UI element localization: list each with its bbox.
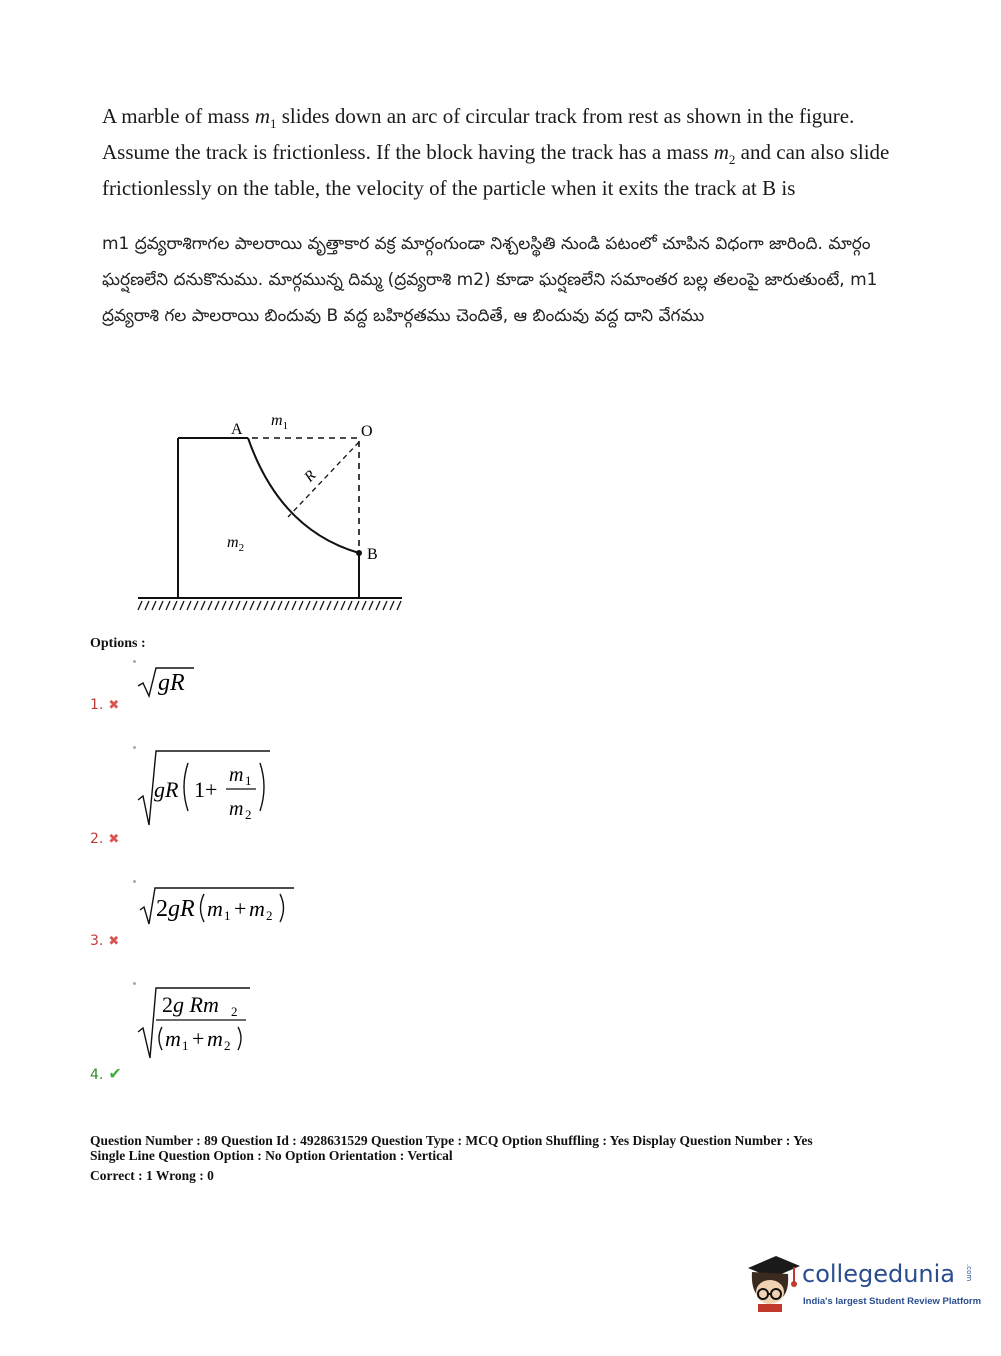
svg-text:m: m [229,764,244,786]
svg-text:2: 2 [266,908,273,923]
svg-text:+: + [192,1026,205,1051]
option-number: 3. [90,933,104,949]
option-2-number[interactable] [90,830,119,848]
svg-text:2gR: 2gR [156,896,195,922]
question-telugu: m1 ద్రవ్యరాశిగాగల పాలరాయి వృత్తాకార వక్ర మార్గంగుండా నిశ్చలస్థితి నుండి పటంలో చూపిన విధంగా జారింది. మార్గం ఘర్షణలేని దనుకొనుము. మార్గమున్న దిమ్మ (ద్రవ్యరాశి m2) కూడా ఘర్షణలేని సమాంతర బల్ల తలంపై జారుతుంటే, m1 ద్రవ్యరాశి గల పాలరాయి బిందువు B వద్ద బహిర్గతము చెందితే, ఆ బిందువు వద్ద దాని వేగము [102,234,878,326]
svg-text:gR: gR [154,777,179,802]
option-4-formula[interactable] [134,982,259,1062]
logo-name: collegedunia [802,1260,956,1288]
cross-icon: ✖ [108,933,120,948]
svg-text:1: 1 [224,908,231,923]
option-1-formula[interactable] [134,660,204,700]
collegedunia-logo[interactable] [742,1250,982,1315]
svg-text:1: 1 [182,1038,189,1053]
meta-line-2: Single Line Question Option : No Option Orientation : Vertical [90,1148,453,1163]
point-B-dot [356,550,362,556]
cross-icon: ✖ [108,831,120,846]
option-number: 4. [90,1067,104,1083]
option-number: 1. [90,697,104,713]
meta-line-1: Question Number : 89 Question Id : 4928631529 Question Type : MCQ Option Shuffling : Yes Display Question Number : Yes [90,1133,813,1148]
option-3-number[interactable] [90,932,119,950]
svg-text:+: + [234,896,247,921]
label-A: A [231,421,243,438]
label-B: B [367,546,378,563]
ground-hatching [138,601,401,610]
svg-text:1+: 1+ [194,777,218,802]
track-figure [130,405,420,620]
dashed-radius [288,442,359,517]
option-4-number[interactable] [90,1064,122,1084]
svg-text:m: m [229,798,244,820]
cross-icon: ✖ [108,697,120,712]
logo-tagline: India's largest Student Review Platform [803,1296,982,1307]
svg-text:1: 1 [245,773,252,788]
question-english: A marble of mass $m_1$ slides down an arc of circular track from rest as shown in the figure. Assume the track is frictionless. If the block having the track has a mass $m_2$ and can also slide frictionlessly on the table, the velocity of the particle when it exits the track at B is [102,104,890,201]
svg-text:m: m [207,1026,223,1051]
label-R: R [301,467,320,486]
svg-text:2: 2 [224,1038,231,1053]
label-m1: $m_1$ [271,412,289,432]
svg-text:2g Rm: 2g Rm [162,992,219,1017]
svg-text:2: 2 [245,807,252,822]
track-arc [248,438,359,553]
question-meta [90,1133,970,1183]
mascot-icon [742,1250,802,1312]
option-1-number[interactable] [90,696,119,714]
option-3-formula[interactable] [138,880,298,930]
meta-line-3: Correct : 1 Wrong : 0 [90,1168,214,1183]
logo-suffix: .com [965,1264,973,1282]
label-m2: $m_2$ [227,534,245,554]
svg-text:m: m [249,896,265,921]
svg-text:2: 2 [231,1004,238,1019]
svg-text:m: m [165,1026,181,1051]
option-number: 2. [90,831,104,847]
svg-text:gR: gR [158,670,185,696]
option-2-formula[interactable] [134,745,279,830]
svg-text:m: m [207,896,223,921]
options-label: Options : [90,636,146,651]
label-O: O [361,423,373,440]
checkmark-icon: ✔ [108,1066,122,1083]
